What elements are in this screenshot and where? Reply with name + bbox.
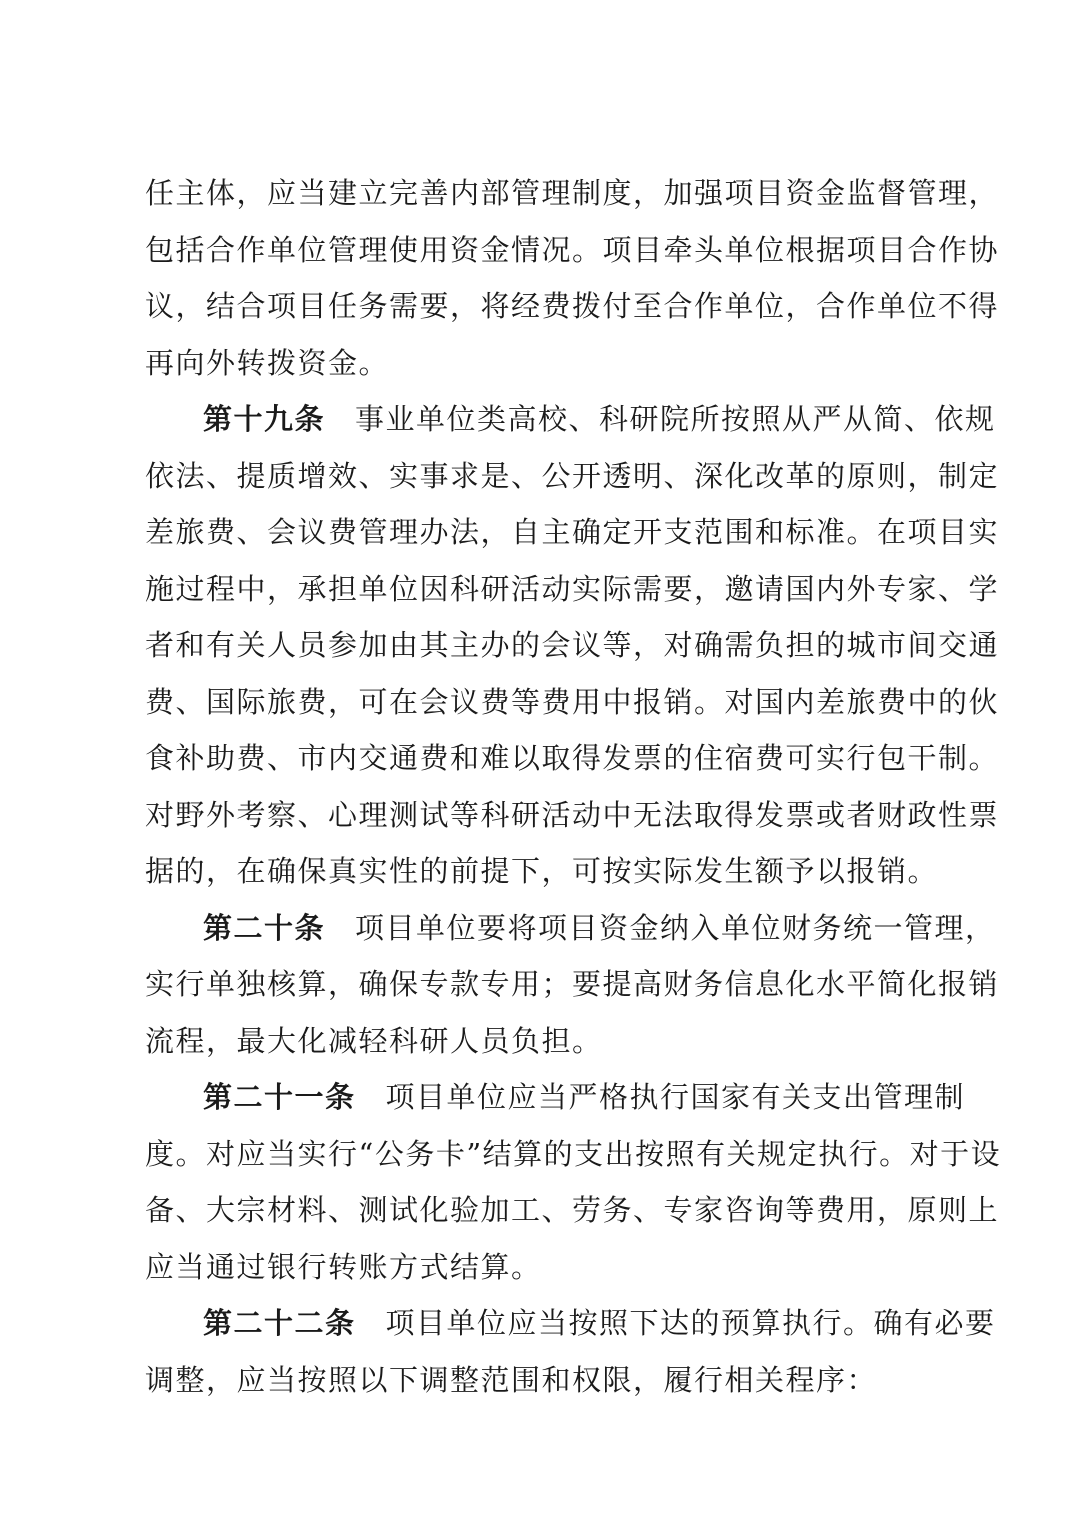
text-line: 者和有关人员参加由其主办的会议等，对确需负担的城市间交通 bbox=[145, 628, 1000, 662]
article-heading: 第十九条 bbox=[203, 402, 326, 436]
text-line: 再向外转拨资金。 bbox=[145, 345, 390, 380]
article-heading: 第二十条 bbox=[203, 910, 326, 945]
article-heading: 第二十一条 bbox=[203, 1080, 356, 1114]
article-lead-text: 项目单位要将项目资金纳入单位财务统一管理， bbox=[355, 910, 996, 945]
text-line: 包括合作单位管理使用资金情况。项目牵头单位根据项目合作协 bbox=[145, 232, 1000, 267]
text-line: 流程，最大化减轻科研人员负担。 bbox=[145, 1023, 603, 1058]
article-21 bbox=[145, 1069, 1002, 1295]
article-first-line bbox=[145, 1295, 996, 1352]
text-line: 施过程中，承担单位因科研活动实际需要，邀请国内外专家、学 bbox=[145, 571, 1000, 606]
text-line: 任主体，应当建立完善内部管理制度，加强项目资金监督管理， bbox=[145, 176, 1000, 210]
article-22 bbox=[145, 1295, 996, 1408]
document-body bbox=[145, 165, 1002, 1408]
text-line: 议，结合项目任务需要，将经费拨付至合作单位，合作单位不得 bbox=[145, 289, 1000, 323]
paragraph-continuation bbox=[145, 165, 1000, 391]
text-line: 食补助费、市内交通费和难以取得发票的住宿费可实行包干制。 bbox=[145, 741, 1000, 775]
article-20 bbox=[145, 900, 1000, 1070]
text-line: 应当通过银行转账方式结算。 bbox=[145, 1249, 542, 1284]
article-first-line bbox=[145, 391, 996, 448]
text-line: 费、国际旅费，可在会议费等费用中报销。对国内差旅费中的伙 bbox=[145, 684, 1000, 719]
article-lead-text: 项目单位应当按照下达的预算执行。确有必要 bbox=[385, 1306, 996, 1340]
article-lead-text: 项目单位应当严格执行国家有关支出管理制 bbox=[385, 1080, 966, 1114]
text-line: 实行单独核算，确保专款专用；要提高财务信息化水平简化报销 bbox=[145, 967, 1000, 1001]
article-lead-text: 事业单位类高校、科研院所按照从严从简、依规 bbox=[355, 402, 996, 436]
text-line: 据的，在确保真实性的前提下，可按实际发生额予以报销。 bbox=[145, 854, 939, 888]
text-line: 依法、提质增效、实事求是、公开透明、深化改革的原则，制定 bbox=[145, 458, 1000, 493]
text-line: 备、大宗材料、测试化验加工、劳务、专家咨询等费用，原则上 bbox=[145, 1193, 1000, 1227]
text-line: 对野外考察、心理测试等科研活动中无法取得发票或者财政性票 bbox=[145, 797, 1000, 832]
article-first-line bbox=[145, 1069, 966, 1126]
text-line: 度。对应当实行“公务卡”结算的支出按照有关规定执行。对于设 bbox=[145, 1136, 1002, 1171]
article-first-line bbox=[145, 900, 996, 957]
text-line: 调整，应当按照以下调整范围和权限，履行相关程序： bbox=[145, 1362, 878, 1397]
article-19 bbox=[145, 391, 1000, 900]
article-heading: 第二十二条 bbox=[203, 1306, 356, 1340]
text-line: 差旅费、会议费管理办法，自主确定开支范围和标准。在项目实 bbox=[145, 515, 1000, 549]
